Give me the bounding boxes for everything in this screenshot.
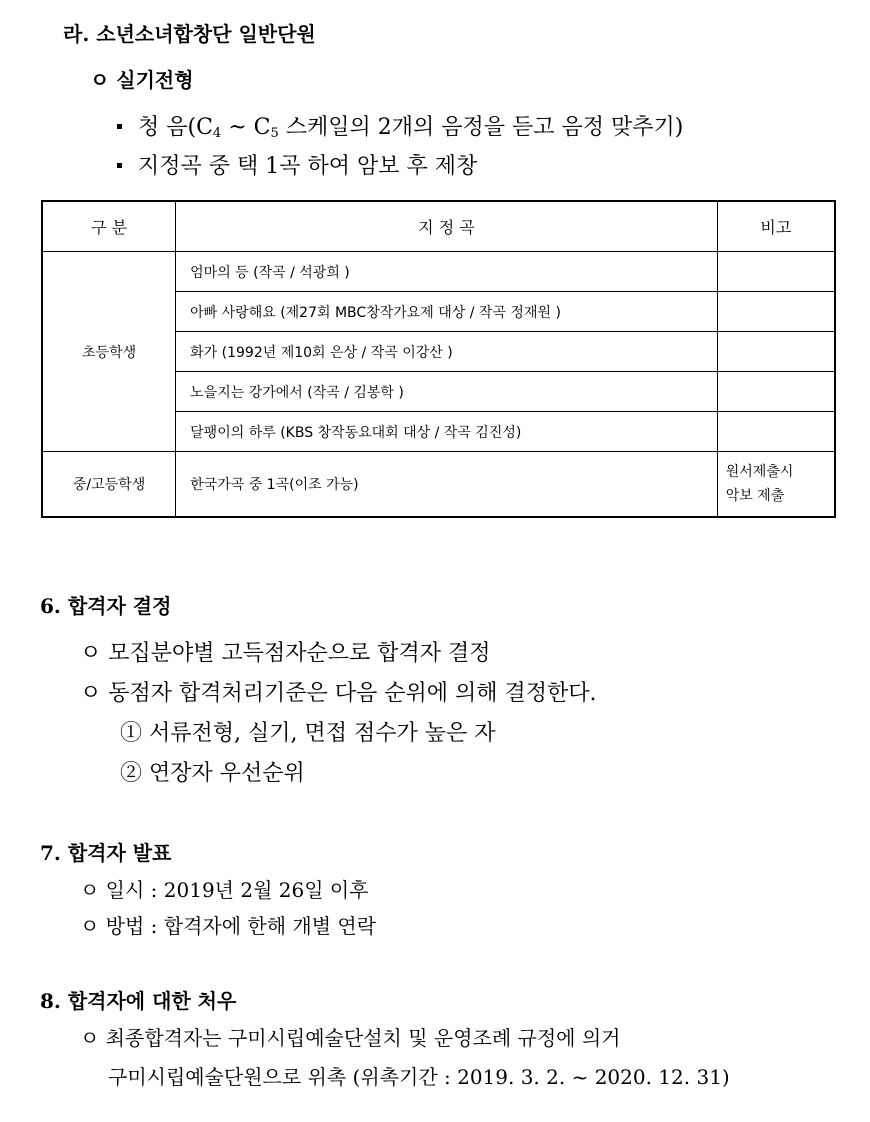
section-ra-title: 라. 소년소녀합창단 일반단원 bbox=[63, 22, 316, 46]
practical-exam-heading: ㅇ 실기전형 bbox=[90, 68, 194, 92]
tiebreak-rule: ① 서류전형, 실기, 면접 점수가 높은 자 bbox=[120, 721, 496, 746]
bullet-ear-training: 청 음($C_4$ ~ $C_5$ 스케일의 2개의 음정을 듣고 음정 맞추기) bbox=[117, 110, 683, 141]
announcement-date: ㅇ 일시 : 2019년 2월 26일 이후 bbox=[80, 878, 369, 902]
category-elementary: 초등학생 bbox=[42, 252, 176, 452]
designated-songs-table bbox=[41, 200, 836, 518]
square-bullet-icon bbox=[117, 124, 122, 129]
section-6-item: ㅇ 모집분야별 고득점자순으로 합격자 결정 bbox=[80, 641, 491, 666]
header-category: 구 분 bbox=[42, 201, 176, 252]
header-remarks: 비고 bbox=[717, 201, 835, 252]
remark-score-submission: 원서제출시 악보 제출 bbox=[717, 452, 835, 518]
song-item: 화가 (1992년 제10회 은상 / 작곡 이강산 ) bbox=[176, 332, 718, 372]
remark-cell bbox=[717, 252, 835, 292]
remark-cell bbox=[717, 292, 835, 332]
remark-cell bbox=[717, 332, 835, 372]
remark-cell bbox=[717, 372, 835, 412]
square-bullet-icon bbox=[117, 163, 122, 168]
song-item: 노을지는 강가에서 (작곡 / 김봉학 ) bbox=[176, 372, 718, 412]
header-designated-song: 지 정 곡 bbox=[176, 201, 718, 252]
announcement-method: ㅇ 방법 : 합격자에 한해 개별 연락 bbox=[80, 914, 377, 938]
section-7-title: 7. 합격자 발표 bbox=[40, 841, 172, 865]
remark-cell bbox=[717, 412, 835, 452]
treatment-line: ㅇ 최종합격자는 구미시립예술단설치 및 운영조례 규정에 의거 bbox=[80, 1026, 621, 1050]
bullet-designated-song: 지정곡 중 택 1곡 하여 암보 후 제창 bbox=[117, 149, 477, 180]
section-6-title: 6. 합격자 결정 bbox=[40, 594, 172, 618]
treatment-line: 구미시립예술단원으로 위촉 (위촉기간 : 2019. 3. 2. ~ 2020. 12. 31) bbox=[108, 1065, 730, 1089]
song-item: 아빠 사랑해요 (제27회 MBC창작가요제 대상 / 작곡 정재원 ) bbox=[176, 292, 718, 332]
song-item: 달팽이의 하루 (KBS 창작동요대회 대상 / 작곡 김진성) bbox=[176, 412, 718, 452]
section-8-title: 8. 합격자에 대한 처우 bbox=[40, 989, 237, 1013]
category-secondary: 중/고등학생 bbox=[42, 452, 176, 518]
section-6-item: ㅇ 동점자 합격처리기준은 다음 순위에 의해 결정한다. bbox=[80, 681, 597, 706]
tiebreak-rule: ② 연장자 우선순위 bbox=[120, 761, 305, 786]
song-item: 엄마의 등 (작곡 / 석광희 ) bbox=[176, 252, 718, 292]
song-item: 한국가곡 중 1곡(이조 가능) bbox=[176, 452, 718, 518]
